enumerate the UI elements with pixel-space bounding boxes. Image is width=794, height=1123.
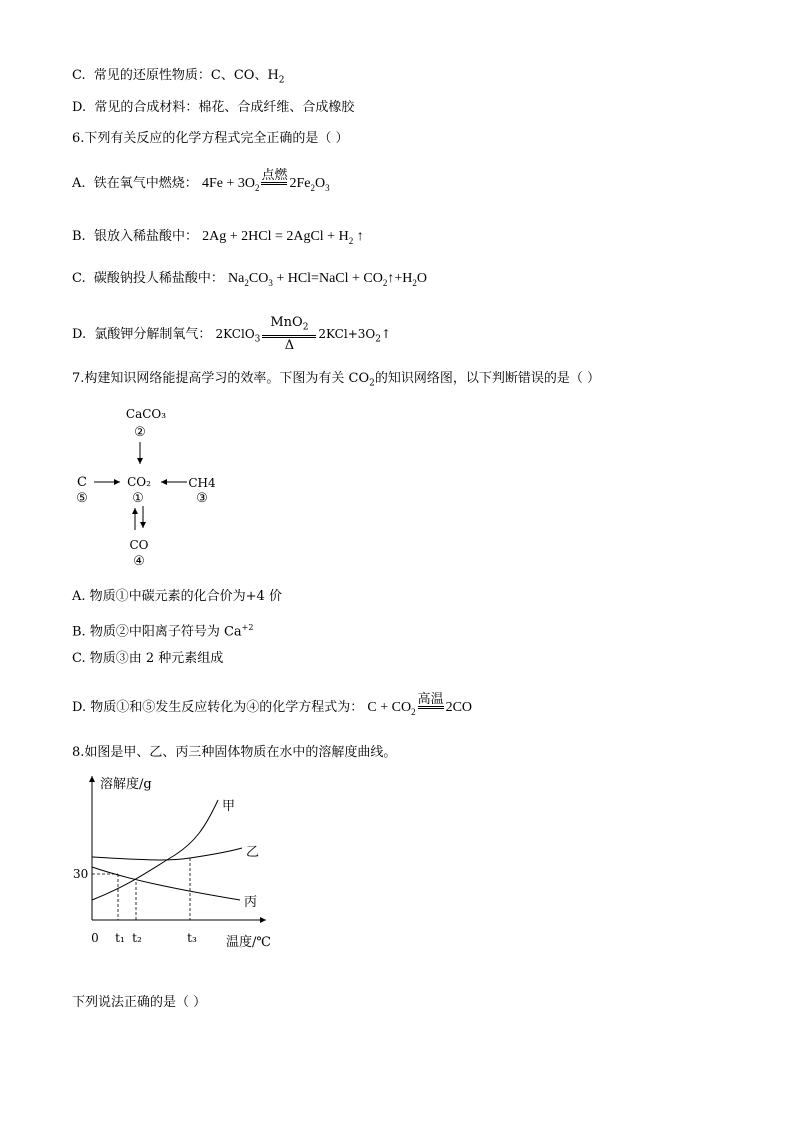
x-axis-label: 温度/℃ bbox=[226, 935, 271, 950]
reaction-condition: 高温 bbox=[417, 691, 444, 706]
option-d-prev bbox=[72, 100, 354, 116]
co2-label: CO₂ bbox=[127, 475, 151, 489]
option-c-prev bbox=[72, 68, 285, 89]
catalyst: MnO bbox=[270, 315, 303, 330]
question-8-stem: 8.如图是甲、乙、丙三种固体物质在水中的溶解度曲线。 bbox=[72, 745, 397, 760]
node-4: ④ bbox=[133, 554, 145, 569]
y-axis-label: 溶解度/g bbox=[100, 777, 152, 792]
subscript: 2 bbox=[278, 75, 285, 86]
option-prefix: D. bbox=[72, 100, 87, 115]
question-6-stem: 6.下列有关反应的化学方程式完全正确的是（ ） bbox=[72, 131, 349, 146]
node-2: ② bbox=[134, 425, 146, 440]
node-3: ③ bbox=[196, 491, 208, 506]
option-label: 碳酸钠投人稀盐酸中： bbox=[93, 271, 224, 286]
option-prefix: B. bbox=[72, 229, 86, 244]
option-label: 铁在氧气中燃烧： bbox=[93, 176, 198, 192]
option-text: 常见的还原性物质：C、CO、H bbox=[93, 68, 279, 83]
option-prefix: C. bbox=[72, 68, 86, 83]
equation: 2KClO$_3$ $\frac{MnO_2}{\Delta}$ $2KCl+3O_2↑$ bbox=[215, 315, 392, 353]
question-6-option-b bbox=[72, 229, 364, 249]
series-label-bing: 丙 bbox=[244, 895, 258, 910]
question-6-option-a bbox=[72, 168, 330, 200]
y-tick-30: 30 bbox=[73, 867, 89, 881]
option-text: 常见的合成材料：棉花、合成纤维、合成橡胶 bbox=[94, 100, 355, 115]
option-prefix: D. bbox=[72, 326, 87, 342]
curve-yi bbox=[92, 848, 242, 860]
question-6-option-c bbox=[72, 271, 427, 291]
x-tick-t2: t₂ bbox=[132, 931, 142, 945]
question-7-stem: 7.构建知识网络能提高学习的效率。下图为有关 $CO_2$的知识网络图，以下判断错误的是（ ） bbox=[72, 371, 601, 389]
c-label: C bbox=[77, 475, 87, 490]
node-1: ① bbox=[132, 491, 144, 506]
question-7-option-b: B. 物质②中阳离子符号为 $Ca^{+2}$ bbox=[72, 623, 254, 640]
question-8-tail: 下列说法正确的是（ ） bbox=[72, 995, 207, 1010]
question-6-option-d bbox=[72, 316, 391, 353]
solubility-chart bbox=[70, 770, 280, 950]
series-label-jia: 甲 bbox=[222, 799, 236, 814]
option-prefix: C. bbox=[72, 271, 86, 286]
co-label: CO bbox=[129, 538, 149, 552]
option-prefix: A. bbox=[72, 176, 86, 192]
x-tick-t3: t₃ bbox=[187, 931, 197, 945]
co2-network-diagram bbox=[60, 398, 240, 573]
series-label-yi: 乙 bbox=[246, 845, 260, 860]
heat-symbol: Δ bbox=[284, 337, 295, 353]
curve-jia bbox=[92, 800, 218, 900]
equation: $4Fe + 3O_2$ 点燃 $2Fe_2O_3$ bbox=[201, 167, 330, 194]
option-label: 银放入稀盐酸中： bbox=[93, 229, 198, 244]
origin-label: 0 bbox=[91, 931, 99, 945]
option-label: 氯酸钾分解制氧气： bbox=[94, 326, 212, 342]
equation: $Na_2CO_3$ + HCl=NaCl + $CO_2↑+H_2O$ bbox=[228, 271, 427, 288]
question-7-option-d: D. 物质①和⑤发生反应转化为④的化学方程式为： $C + CO_2$ 高温 2CO bbox=[72, 691, 473, 718]
curve-bing bbox=[92, 867, 240, 900]
node-5: ⑤ bbox=[76, 491, 88, 506]
ch4-label: CH4 bbox=[188, 476, 216, 490]
reaction-condition: 点燃 bbox=[261, 167, 288, 182]
caco3-label: CaCO₃ bbox=[125, 407, 167, 421]
equation: 2Ag + 2HCl = 2AgCl + $H_2$ ↑ bbox=[202, 229, 364, 246]
x-tick-t1: t₁ bbox=[115, 931, 125, 945]
equation: $C + CO_2$ 高温 2CO bbox=[367, 691, 473, 718]
question-7-option-a: A. 物质①中碳元素的化合价为+4 价 bbox=[72, 589, 282, 604]
question-7-option-c: C. 物质③由 2 种元素组成 bbox=[72, 651, 224, 666]
